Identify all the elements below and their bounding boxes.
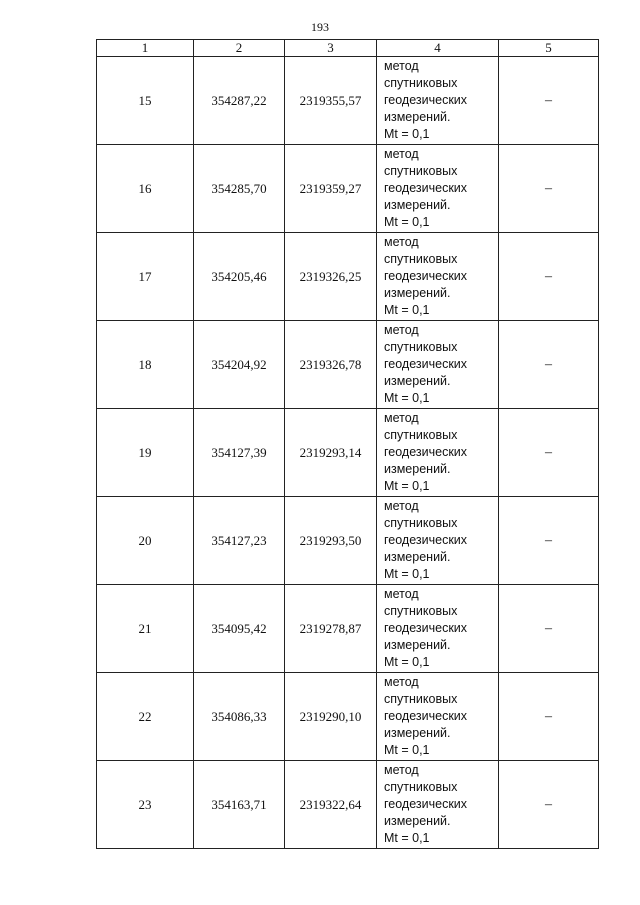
coordinate-y: 2319355,57 bbox=[285, 57, 377, 145]
coordinates-table bbox=[96, 39, 599, 849]
dash-mark: – bbox=[545, 797, 552, 812]
point-number: 20 bbox=[97, 497, 194, 585]
method-line: спутниковых bbox=[384, 76, 458, 90]
coordinate-y: 2319322,64 bbox=[285, 761, 377, 849]
dash-mark: – bbox=[545, 709, 552, 724]
note-cell bbox=[499, 497, 599, 585]
method-description bbox=[377, 585, 499, 673]
method-line: метод bbox=[384, 235, 419, 249]
table-row bbox=[97, 673, 599, 761]
page-number: 193 bbox=[311, 20, 329, 34]
accuracy-value: Mt = 0,1 bbox=[384, 655, 430, 669]
column-header-2: 2 bbox=[194, 40, 285, 57]
accuracy-value: Mt = 0,1 bbox=[384, 743, 430, 757]
point-number: 19 bbox=[97, 409, 194, 497]
dash-mark: – bbox=[545, 269, 552, 284]
method-line: спутниковых bbox=[384, 428, 458, 442]
method-line: геодезических bbox=[384, 533, 468, 547]
method-description bbox=[377, 57, 499, 145]
method-line: геодезических bbox=[384, 93, 468, 107]
table-row bbox=[97, 233, 599, 321]
method-line: метод bbox=[384, 675, 419, 689]
dash-mark: – bbox=[545, 533, 552, 548]
point-number: 18 bbox=[97, 321, 194, 409]
point-number: 16 bbox=[97, 145, 194, 233]
method-line: измерений. bbox=[384, 462, 451, 476]
method-line: метод bbox=[384, 499, 419, 513]
coordinate-x: 354127,39 bbox=[194, 409, 285, 497]
accuracy-value: Mt = 0,1 bbox=[384, 391, 430, 405]
method-line: спутниковых bbox=[384, 164, 458, 178]
table-row bbox=[97, 57, 599, 145]
method-line: измерений. bbox=[384, 550, 451, 564]
method-line: измерений. bbox=[384, 110, 451, 124]
dash-mark: – bbox=[545, 621, 552, 636]
note-cell bbox=[499, 585, 599, 673]
point-number: 15 bbox=[97, 57, 194, 145]
point-number: 22 bbox=[97, 673, 194, 761]
method-description bbox=[377, 233, 499, 321]
method-description bbox=[377, 321, 499, 409]
method-line: метод bbox=[384, 411, 419, 425]
table-row bbox=[97, 585, 599, 673]
method-description bbox=[377, 673, 499, 761]
method-line: измерений. bbox=[384, 374, 451, 388]
method-line: геодезических bbox=[384, 357, 468, 371]
method-description bbox=[377, 761, 499, 849]
method-line: метод bbox=[384, 59, 419, 73]
method-line: геодезических bbox=[384, 269, 468, 283]
note-cell bbox=[499, 321, 599, 409]
method-line: спутниковых bbox=[384, 692, 458, 706]
note-cell bbox=[499, 233, 599, 321]
coordinate-x: 354287,22 bbox=[194, 57, 285, 145]
accuracy-value: Mt = 0,1 bbox=[384, 127, 430, 141]
table-header-row bbox=[97, 40, 599, 57]
method-line: метод bbox=[384, 147, 419, 161]
accuracy-value: Mt = 0,1 bbox=[384, 215, 430, 229]
accuracy-value: Mt = 0,1 bbox=[384, 831, 430, 845]
column-header-5: 5 bbox=[499, 40, 599, 57]
method-line: спутниковых bbox=[384, 516, 458, 530]
accuracy-value: Mt = 0,1 bbox=[384, 303, 430, 317]
method-line: измерений. bbox=[384, 638, 451, 652]
note-cell bbox=[499, 761, 599, 849]
coordinate-x: 354086,33 bbox=[194, 673, 285, 761]
coordinate-x: 354285,70 bbox=[194, 145, 285, 233]
dash-mark: – bbox=[545, 445, 552, 460]
note-cell bbox=[499, 57, 599, 145]
coordinate-y: 2319278,87 bbox=[285, 585, 377, 673]
accuracy-value: Mt = 0,1 bbox=[384, 479, 430, 493]
coordinate-y: 2319290,10 bbox=[285, 673, 377, 761]
method-description bbox=[377, 497, 499, 585]
coordinate-y: 2319326,78 bbox=[285, 321, 377, 409]
coordinate-y: 2319293,14 bbox=[285, 409, 377, 497]
method-line: измерений. bbox=[384, 814, 451, 828]
column-header-3: 3 bbox=[285, 40, 377, 57]
coordinate-x: 354095,42 bbox=[194, 585, 285, 673]
note-cell bbox=[499, 145, 599, 233]
dash-mark: – bbox=[545, 181, 552, 196]
column-header-4: 4 bbox=[377, 40, 499, 57]
method-line: геодезических bbox=[384, 445, 468, 459]
coordinate-y: 2319293,50 bbox=[285, 497, 377, 585]
note-cell bbox=[499, 673, 599, 761]
coordinate-y: 2319359,27 bbox=[285, 145, 377, 233]
method-line: метод bbox=[384, 587, 419, 601]
column-header-1: 1 bbox=[97, 40, 194, 57]
table-row bbox=[97, 145, 599, 233]
table-row bbox=[97, 321, 599, 409]
method-line: геодезических bbox=[384, 797, 468, 811]
method-line: измерений. bbox=[384, 198, 451, 212]
coordinate-x: 354204,92 bbox=[194, 321, 285, 409]
method-line: метод bbox=[384, 763, 419, 777]
coordinate-x: 354163,71 bbox=[194, 761, 285, 849]
note-cell bbox=[499, 409, 599, 497]
point-number: 23 bbox=[97, 761, 194, 849]
method-line: измерений. bbox=[384, 726, 451, 740]
coordinate-x: 354205,46 bbox=[194, 233, 285, 321]
coordinate-y: 2319326,25 bbox=[285, 233, 377, 321]
table-row bbox=[97, 409, 599, 497]
method-description bbox=[377, 409, 499, 497]
point-number: 21 bbox=[97, 585, 194, 673]
method-line: геодезических bbox=[384, 621, 468, 635]
method-description bbox=[377, 145, 499, 233]
method-line: спутниковых bbox=[384, 252, 458, 266]
method-line: спутниковых bbox=[384, 604, 458, 618]
method-line: геодезических bbox=[384, 709, 468, 723]
method-line: измерений. bbox=[384, 286, 451, 300]
coordinate-x: 354127,23 bbox=[194, 497, 285, 585]
table-row bbox=[97, 761, 599, 849]
point-number: 17 bbox=[97, 233, 194, 321]
method-line: геодезических bbox=[384, 181, 468, 195]
method-line: спутниковых bbox=[384, 780, 458, 794]
accuracy-value: Mt = 0,1 bbox=[384, 567, 430, 581]
method-line: метод bbox=[384, 323, 419, 337]
dash-mark: – bbox=[545, 357, 552, 372]
method-line: спутниковых bbox=[384, 340, 458, 354]
dash-mark: – bbox=[545, 93, 552, 108]
table-row bbox=[97, 497, 599, 585]
